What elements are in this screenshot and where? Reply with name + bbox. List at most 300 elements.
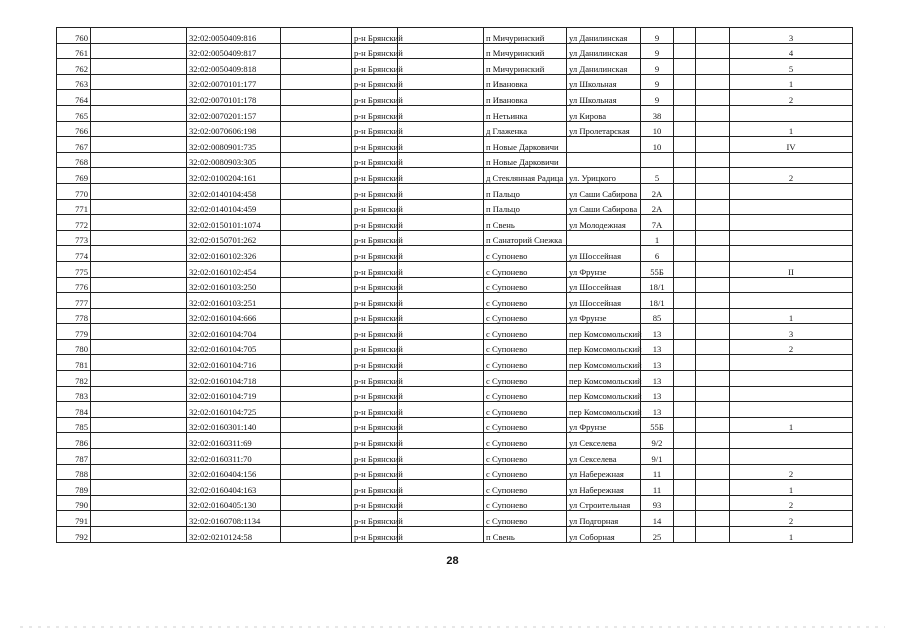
cell-blank xyxy=(281,199,352,215)
cell-blank xyxy=(281,371,352,387)
cadastral-number: 32:02:0160104:716 xyxy=(187,355,281,371)
cadastral-number: 32:02:0100204:161 xyxy=(187,168,281,184)
house-number: 18/1 xyxy=(641,277,674,293)
settlement: п Мичуринский xyxy=(484,28,567,44)
district: р-н Брянский xyxy=(352,433,398,449)
district: р-н Брянский xyxy=(352,199,398,215)
district: р-н Брянский xyxy=(352,74,398,90)
cell-blank xyxy=(281,261,352,277)
house-number: 9 xyxy=(641,43,674,59)
cell-blank xyxy=(398,74,484,90)
settlement: с Супонево xyxy=(484,324,567,340)
district: р-н Брянский xyxy=(352,464,398,480)
cell-blank xyxy=(398,402,484,418)
district: р-н Брянский xyxy=(352,277,398,293)
district: р-н Брянский xyxy=(352,449,398,465)
settlement: с Супонево xyxy=(484,261,567,277)
street: ул Школьная xyxy=(567,74,641,90)
table-row xyxy=(57,449,853,465)
cell-blank xyxy=(398,246,484,262)
street: ул Набережная xyxy=(567,480,641,496)
apartment-number: 1 xyxy=(730,121,853,137)
settlement: д Стеклянная Радица xyxy=(484,168,567,184)
cell-blank xyxy=(696,417,730,433)
cell-blank xyxy=(398,199,484,215)
cell-blank xyxy=(91,137,187,153)
house-number xyxy=(641,152,674,168)
house-number: 6 xyxy=(641,246,674,262)
property-register-table xyxy=(56,27,853,543)
cell-blank xyxy=(674,355,696,371)
cell-blank xyxy=(696,230,730,246)
cell-blank xyxy=(674,277,696,293)
cell-blank xyxy=(674,386,696,402)
cadastral-number: 32:02:0160311:69 xyxy=(187,433,281,449)
table-row xyxy=(57,371,853,387)
house-number: 9 xyxy=(641,59,674,75)
cell-blank xyxy=(398,277,484,293)
cell-blank xyxy=(696,339,730,355)
district: р-н Брянский xyxy=(352,339,398,355)
cell-blank xyxy=(91,402,187,418)
table-row xyxy=(57,511,853,527)
settlement: с Супонево xyxy=(484,511,567,527)
table-row xyxy=(57,495,853,511)
cell-blank xyxy=(696,199,730,215)
cell-blank xyxy=(398,293,484,309)
settlement: п Ивановка xyxy=(484,74,567,90)
apartment-number xyxy=(730,449,853,465)
cell-blank xyxy=(674,339,696,355)
cell-blank xyxy=(91,183,187,199)
apartment-number: 4 xyxy=(730,43,853,59)
district: р-н Брянский xyxy=(352,371,398,387)
cell-blank xyxy=(674,74,696,90)
cadastral-number: 32:02:0160102:326 xyxy=(187,246,281,262)
cadastral-number: 32:02:0150701:262 xyxy=(187,230,281,246)
street: пер Комсомольский xyxy=(567,355,641,371)
cell-blank xyxy=(398,230,484,246)
house-number: 9 xyxy=(641,28,674,44)
row-number: 772 xyxy=(57,215,91,231)
street: ул Шоссейная xyxy=(567,293,641,309)
cell-blank xyxy=(91,386,187,402)
settlement: с Супонево xyxy=(484,246,567,262)
cell-blank xyxy=(674,183,696,199)
apartment-number: 5 xyxy=(730,59,853,75)
cell-blank xyxy=(91,308,187,324)
cell-blank xyxy=(398,308,484,324)
house-number: 13 xyxy=(641,371,674,387)
street: ул Пролетарская xyxy=(567,121,641,137)
district: р-н Брянский xyxy=(352,90,398,106)
cell-blank xyxy=(696,527,730,543)
row-number: 775 xyxy=(57,261,91,277)
cadastral-number: 32:02:0160405:130 xyxy=(187,495,281,511)
row-number: 767 xyxy=(57,137,91,153)
row-number: 790 xyxy=(57,495,91,511)
cell-blank xyxy=(281,324,352,340)
cadastral-number: 32:02:0160104:718 xyxy=(187,371,281,387)
house-number: 5 xyxy=(641,168,674,184)
cell-blank xyxy=(281,43,352,59)
street: пер Комсомольский xyxy=(567,371,641,387)
house-number: 85 xyxy=(641,308,674,324)
district: р-н Брянский xyxy=(352,355,398,371)
cell-blank xyxy=(696,121,730,137)
settlement: с Супонево xyxy=(484,433,567,449)
cell-blank xyxy=(674,168,696,184)
cell-blank xyxy=(398,386,484,402)
cell-blank xyxy=(91,324,187,340)
cell-blank xyxy=(696,480,730,496)
settlement: с Супонево xyxy=(484,495,567,511)
cell-blank xyxy=(91,28,187,44)
settlement: п Мичуринский xyxy=(484,59,567,75)
district: р-н Брянский xyxy=(352,59,398,75)
house-number: 14 xyxy=(641,511,674,527)
district: р-н Брянский xyxy=(352,324,398,340)
table-row xyxy=(57,121,853,137)
cell-blank xyxy=(281,137,352,153)
cell-blank xyxy=(674,527,696,543)
row-number: 774 xyxy=(57,246,91,262)
cadastral-number: 32:02:0160301:140 xyxy=(187,417,281,433)
cell-blank xyxy=(281,230,352,246)
cell-blank xyxy=(674,433,696,449)
district: р-н Брянский xyxy=(352,495,398,511)
cell-blank xyxy=(281,293,352,309)
apartment-number xyxy=(730,230,853,246)
cell-blank xyxy=(674,152,696,168)
cadastral-number: 32:02:0160102:454 xyxy=(187,261,281,277)
cell-blank xyxy=(398,261,484,277)
cell-blank xyxy=(281,355,352,371)
cell-blank xyxy=(281,402,352,418)
street: пер Комсомольский xyxy=(567,324,641,340)
cell-blank xyxy=(696,74,730,90)
street: ул Строительная xyxy=(567,495,641,511)
settlement: д Глаженка xyxy=(484,121,567,137)
apartment-number xyxy=(730,246,853,262)
cell-blank xyxy=(674,371,696,387)
house-number: 18/1 xyxy=(641,293,674,309)
cell-blank xyxy=(281,464,352,480)
table-row xyxy=(57,90,853,106)
cell-blank xyxy=(91,215,187,231)
cell-blank xyxy=(398,137,484,153)
apartment-number xyxy=(730,183,853,199)
cell-blank xyxy=(281,417,352,433)
settlement: с Супонево xyxy=(484,417,567,433)
cell-blank xyxy=(281,183,352,199)
street: ул. Урицкого xyxy=(567,168,641,184)
house-number: 13 xyxy=(641,355,674,371)
row-number: 768 xyxy=(57,152,91,168)
cadastral-number: 32:02:0160103:250 xyxy=(187,277,281,293)
cell-blank xyxy=(696,28,730,44)
cadastral-number: 32:02:0160404:156 xyxy=(187,464,281,480)
cell-blank xyxy=(281,495,352,511)
cell-blank xyxy=(696,90,730,106)
cell-blank xyxy=(281,168,352,184)
district: р-н Брянский xyxy=(352,511,398,527)
cell-blank xyxy=(281,480,352,496)
cell-blank xyxy=(674,495,696,511)
apartment-number xyxy=(730,105,853,121)
settlement: с Супонево xyxy=(484,339,567,355)
house-number: 55Б xyxy=(641,417,674,433)
table-row xyxy=(57,183,853,199)
district: р-н Брянский xyxy=(352,480,398,496)
cell-blank xyxy=(91,230,187,246)
cell-blank xyxy=(91,152,187,168)
apartment-number: II xyxy=(730,261,853,277)
cell-blank xyxy=(398,28,484,44)
row-number: 787 xyxy=(57,449,91,465)
cell-blank xyxy=(281,449,352,465)
row-number: 789 xyxy=(57,480,91,496)
settlement: п Нетьинка xyxy=(484,105,567,121)
apartment-number xyxy=(730,371,853,387)
row-number: 763 xyxy=(57,74,91,90)
street: ул Фрунзе xyxy=(567,308,641,324)
row-number: 779 xyxy=(57,324,91,340)
table-row xyxy=(57,74,853,90)
cell-blank xyxy=(674,261,696,277)
cadastral-number: 32:02:0140104:458 xyxy=(187,183,281,199)
settlement: с Супонево xyxy=(484,293,567,309)
cell-blank xyxy=(281,386,352,402)
cell-blank xyxy=(696,355,730,371)
cell-blank xyxy=(398,433,484,449)
table-row xyxy=(57,246,853,262)
cell-blank xyxy=(674,511,696,527)
cell-blank xyxy=(696,308,730,324)
apartment-number xyxy=(730,386,853,402)
cadastral-number: 32:02:0080903:305 xyxy=(187,152,281,168)
apartment-number xyxy=(730,152,853,168)
cell-blank xyxy=(696,152,730,168)
row-number: 783 xyxy=(57,386,91,402)
cadastral-number: 32:02:0050409:817 xyxy=(187,43,281,59)
settlement: п Свень xyxy=(484,527,567,543)
cadastral-number: 32:02:0160104:725 xyxy=(187,402,281,418)
cadastral-number: 32:02:0160104:705 xyxy=(187,339,281,355)
apartment-number xyxy=(730,277,853,293)
cadastral-number: 32:02:0160104:666 xyxy=(187,308,281,324)
settlement: п Пальцо xyxy=(484,183,567,199)
settlement: п Мичуринский xyxy=(484,43,567,59)
cell-blank xyxy=(91,371,187,387)
apartment-number xyxy=(730,433,853,449)
cell-blank xyxy=(674,246,696,262)
cell-blank xyxy=(281,433,352,449)
cell-blank xyxy=(91,121,187,137)
street xyxy=(567,152,641,168)
settlement: с Супонево xyxy=(484,480,567,496)
settlement: с Супонево xyxy=(484,277,567,293)
cell-blank xyxy=(91,59,187,75)
cadastral-number: 32:02:0050409:818 xyxy=(187,59,281,75)
cell-blank xyxy=(696,137,730,153)
cell-blank xyxy=(398,168,484,184)
cell-blank xyxy=(398,480,484,496)
cadastral-number: 32:02:0080901:735 xyxy=(187,137,281,153)
row-number: 784 xyxy=(57,402,91,418)
cell-blank xyxy=(674,293,696,309)
cadastral-number: 32:02:0160404:163 xyxy=(187,480,281,496)
cell-blank xyxy=(91,246,187,262)
table-row xyxy=(57,402,853,418)
row-number: 765 xyxy=(57,105,91,121)
table-row xyxy=(57,105,853,121)
cell-blank xyxy=(91,417,187,433)
street: ул Данилинская xyxy=(567,28,641,44)
cell-blank xyxy=(696,371,730,387)
house-number: 13 xyxy=(641,386,674,402)
settlement: с Супонево xyxy=(484,355,567,371)
row-number: 788 xyxy=(57,464,91,480)
apartment-number xyxy=(730,199,853,215)
cell-blank xyxy=(398,121,484,137)
cell-blank xyxy=(696,402,730,418)
cadastral-number: 32:02:0210124:58 xyxy=(187,527,281,543)
settlement: с Супонево xyxy=(484,449,567,465)
cadastral-number: 32:02:0160103:251 xyxy=(187,293,281,309)
district: р-н Брянский xyxy=(352,215,398,231)
cell-blank xyxy=(91,43,187,59)
district: р-н Брянский xyxy=(352,137,398,153)
street: ул Кирова xyxy=(567,105,641,121)
row-number: 778 xyxy=(57,308,91,324)
table-row xyxy=(57,199,853,215)
cell-blank xyxy=(91,293,187,309)
cell-blank xyxy=(398,339,484,355)
cell-blank xyxy=(674,308,696,324)
settlement: с Супонево xyxy=(484,386,567,402)
cell-blank xyxy=(91,74,187,90)
cell-blank xyxy=(281,339,352,355)
house-number: 2А xyxy=(641,183,674,199)
house-number: 7А xyxy=(641,215,674,231)
cell-blank xyxy=(696,277,730,293)
cell-blank xyxy=(91,495,187,511)
street: ул Фрунзе xyxy=(567,417,641,433)
cell-blank xyxy=(398,511,484,527)
district: р-н Брянский xyxy=(352,43,398,59)
cell-blank xyxy=(398,105,484,121)
district: р-н Брянский xyxy=(352,308,398,324)
row-number: 776 xyxy=(57,277,91,293)
row-number: 771 xyxy=(57,199,91,215)
cell-blank xyxy=(398,355,484,371)
district: р-н Брянский xyxy=(352,152,398,168)
cell-blank xyxy=(674,59,696,75)
house-number: 10 xyxy=(641,121,674,137)
street: ул Секселева xyxy=(567,433,641,449)
apartment-number: 1 xyxy=(730,74,853,90)
cell-blank xyxy=(281,277,352,293)
district: р-н Брянский xyxy=(352,168,398,184)
cell-blank xyxy=(281,527,352,543)
house-number: 13 xyxy=(641,402,674,418)
cell-blank xyxy=(91,277,187,293)
row-number: 769 xyxy=(57,168,91,184)
street: ул Подгорная xyxy=(567,511,641,527)
cell-blank xyxy=(674,230,696,246)
table-row xyxy=(57,152,853,168)
settlement: п Пальцо xyxy=(484,199,567,215)
cell-blank xyxy=(281,28,352,44)
apartment-number: 2 xyxy=(730,90,853,106)
cell-blank xyxy=(281,90,352,106)
cell-blank xyxy=(398,183,484,199)
table-row xyxy=(57,28,853,44)
row-number: 785 xyxy=(57,417,91,433)
district: р-н Брянский xyxy=(352,386,398,402)
table-body xyxy=(57,28,853,543)
cadastral-number: 32:02:0050409:816 xyxy=(187,28,281,44)
house-number: 55Б xyxy=(641,261,674,277)
table-row xyxy=(57,59,853,75)
cell-blank xyxy=(91,105,187,121)
cell-blank xyxy=(398,527,484,543)
cell-blank xyxy=(91,433,187,449)
street: ул Данилинская xyxy=(567,59,641,75)
street: пер Комсомольский xyxy=(567,339,641,355)
cell-blank xyxy=(91,464,187,480)
row-number: 782 xyxy=(57,371,91,387)
cell-blank xyxy=(281,246,352,262)
settlement: с Супонево xyxy=(484,464,567,480)
apartment-number: 2 xyxy=(730,511,853,527)
cell-blank xyxy=(281,215,352,231)
row-number: 764 xyxy=(57,90,91,106)
cell-blank xyxy=(398,59,484,75)
cadastral-number: 32:02:0140104:459 xyxy=(187,199,281,215)
cadastral-number: 32:02:0070101:177 xyxy=(187,74,281,90)
cell-blank xyxy=(398,152,484,168)
row-number: 777 xyxy=(57,293,91,309)
street: пер Комсомольский xyxy=(567,386,641,402)
cell-blank xyxy=(696,215,730,231)
cell-blank xyxy=(674,43,696,59)
cell-blank xyxy=(696,105,730,121)
district: р-н Брянский xyxy=(352,246,398,262)
house-number: 13 xyxy=(641,324,674,340)
apartment-number: 2 xyxy=(730,339,853,355)
house-number: 2А xyxy=(641,199,674,215)
district: р-н Брянский xyxy=(352,417,398,433)
row-number: 780 xyxy=(57,339,91,355)
cell-blank xyxy=(281,152,352,168)
table-row xyxy=(57,168,853,184)
cell-blank xyxy=(674,137,696,153)
cell-blank xyxy=(696,433,730,449)
district: р-н Брянский xyxy=(352,527,398,543)
cell-blank xyxy=(696,449,730,465)
street xyxy=(567,230,641,246)
district: р-н Брянский xyxy=(352,230,398,246)
row-number: 766 xyxy=(57,121,91,137)
cell-blank xyxy=(674,402,696,418)
street: ул Саши Сабирова xyxy=(567,199,641,215)
cell-blank xyxy=(674,105,696,121)
settlement: п Санаторий Снежка xyxy=(484,230,567,246)
cell-blank xyxy=(696,246,730,262)
cell-blank xyxy=(674,199,696,215)
